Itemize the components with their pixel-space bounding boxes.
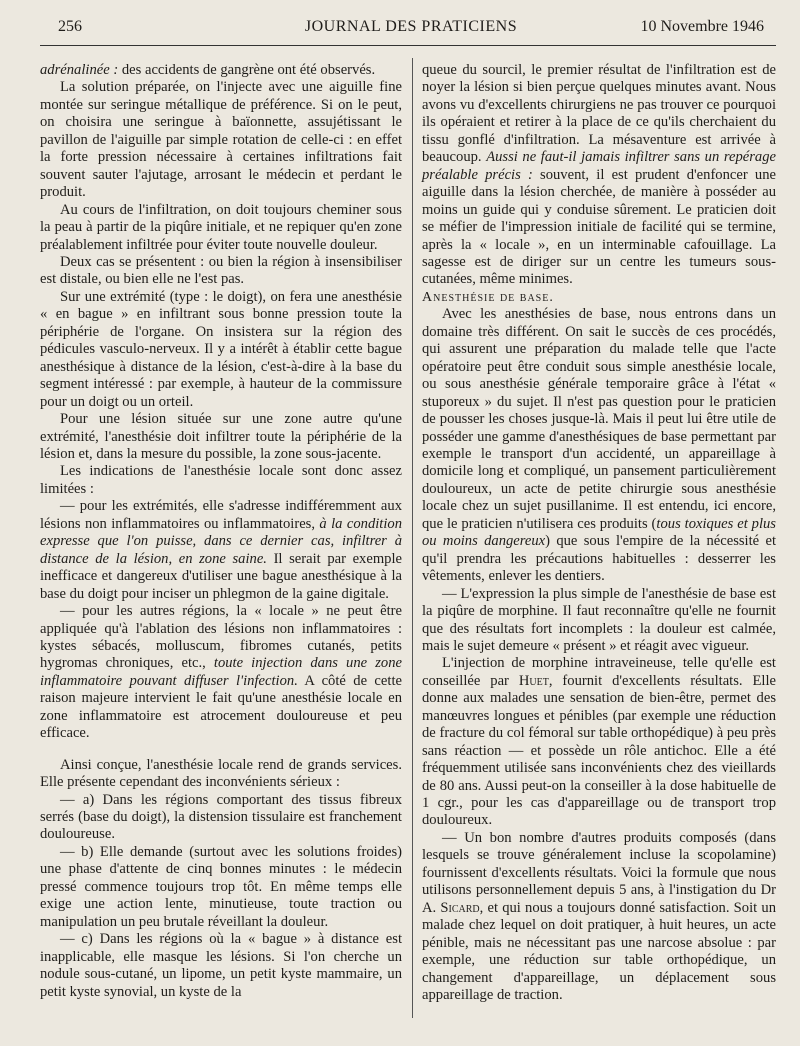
page-header <box>58 14 764 42</box>
paragraph: — Un bon nombre d'autres produits composés (dans lesquels se trouve généralement incluse la scopolamine) fournissent d'excellents résultats. Voici la formule que nous utilisons personnellement depuis 5 ans, à l'instigation du Dr A. Sicard, et qui nous a toujours donné satisfaction. Soit un malade chez lequel on doit pratiquer, à huit heures, un acte pénible, mais ne nécessitant pas une narcose absolue : par exemple, une réduction sur table orthopédique, un changement d'appareillage, un déplacement sous appareillage de traction. <box>422 829 776 1004</box>
column-divider <box>412 58 413 1018</box>
paragraph: Ainsi conçue, l'anesthésie locale rend de grands services. Elle présente cependant des inconvénients sérieux : <box>40 756 402 791</box>
paragraph: — a) Dans les régions comportant des tissus fibreux serrés (base du doigt), la distension tissulaire est franchement douloureuse. <box>40 791 402 843</box>
paragraph: Au cours de l'infiltration, on doit toujours cheminer sous la peau à partir de la piqûre initiale, et ne repiquer qu'en zone préalablement infiltrée pour éviter toute nouvelle douleur. <box>40 201 402 253</box>
page-number: 256 <box>58 18 82 35</box>
paragraph: queue du sourcil, le premier résultat de l'infiltration est de noyer la lésion si bien perçue quelques minutes avant. Nous avons vu d'excellents chirurgiens ne pas trouver ce pourquoi ils opéraient et retirer à la place de ce qu'ils cherchaient du tissu gonflé d'infiltration. La mésaventure est arrivée à beaucoup. Aussi ne faut-il jamais infiltrer sans un repérage préalable précis : souvent, il est prudent d'enfoncer une aiguille dans la lésion cherchée, de manière à posséder au moins un guide qui y conduise sûrement. Le praticien doit se méfier de l'impression initiale de facilité qui se termine, après la « locale », en un interminable cafouillage. La sagesse est de diriger sur un centre les tumeurs sous-cutanées, même minimes. <box>422 62 776 288</box>
paragraph: Pour une lésion située sur une zone autre qu'une extrémité, l'anesthésie doit infiltrer toute la périphérie de la lésion et, dans la mesure du possible, la zone sous-jacente. <box>40 411 402 462</box>
paragraph: — c) Dans les régions où la « bague » à distance est inapplicable, elle masque les lésions. Si l'on cherche un nodule sous-cutané, un lipome, un petit kyste mammaire, un petit kyste synovial, un kyste de la <box>40 931 402 1000</box>
header-rule <box>40 45 776 46</box>
paragraph: L'injection de morphine intraveineuse, telle qu'elle est conseillée par Huet, fournit d'excellents résultats. Elle donne aux malades une sensation de bien-être, permet des manœuvres longues et pénibles (par exemple une réduction de fracture du col fémoral sur table orthopédique) à peu près sans réaction — et possède un rôle antichoc. Elle a été fréquemment utilisée sans inconvénients chez des vieillards de 80 ans. Aussi peut-on la conseiller à la dose habituelle de 1 cgr., pour les cas d'appareillage ou de transport trop douloureux. <box>422 655 776 829</box>
paragraph: La solution préparée, on l'injecte avec une aiguille fine montée sur seringue métallique de préférence. Si on le peut, on choisira une seringue à baïonnette, assujétissant le pavillon de l'aiguille par simple rotation de celle-ci : en effet la forte pression nécessaire à certaines infiltrations fait souvent sauter l'ajutage, arrosant le médecin et perdant le produit. <box>40 79 402 201</box>
journal-title: JOURNAL DES PRATICIENS <box>304 18 518 35</box>
paragraph: Les indications de l'anesthésie locale sont donc assez limitées : <box>40 463 402 497</box>
paragraph: Avec les anesthésies de base, nous entrons dans un domaine très différent. On sait le succès de ces procédés, qui assurent une préparation du malade telle que l'acte opératoire peut être conduit sous simple anesthésie locale, ou sous anesthésie générale temporaire grâce à l'état « stuporeux » du sujet. Il n'est pas question pour le praticien de pousser les choses jusque-là. Mais il peut lui être utile de posséder une gamme d'anesthésiques de base permettant par exemple le transport d'un accidenté, un appareillage à domicile long et compliqué, un pansement particulièrement douloureux, un acte de petite chirurgie sous anesthésie locale chez un sujet pusillanime. Il est entendu, ici encore, que le praticien n'utilisera ces produits (tous toxiques et plus ou moins dangereux) que sous l'empire de la nécessité et qu'il prendra les précautions habituelles : desserrer les vêtements, enlever les dentiers. <box>422 306 776 585</box>
paragraph: Sur une extrémité (type : le doigt), on fera une anesthésie « en bague » en infiltrant sous bonne pression toute la périphérie de l'organe. On insistera sur la région des pédicules vasculo-nerveux. Il y a intérêt à établir cette bague anesthésique à distance de la lésion, c'est-à-dire à la base du segment intéressé : par exemple, à hauteur de la commissure pour un doigt ou un orteil. <box>40 288 402 410</box>
section-title: Anesthésie de base. <box>422 289 554 305</box>
paragraph: — pour les extrémités, elle s'adresse indifféremment aux lésions non inflammatoires ou inflammatoires, à la condition expresse que l'on puisse, dans ce dernier cas, infiltrer à distance de la lésion, en zone saine. Il serait par exemple inefficace et dangereux d'utiliser une bague anesthésique à la base du doigt pour inciser un phlegmon de la gaine digitale. <box>40 498 402 602</box>
paragraph: — b) Elle demande (surtout avec les solutions froides) une phase d'attente de cinq bonnes minutes : le médecin pressé commence toujours trop tôt. En même temps elle exige une action lente, minutieuse, toute traction ou manipulation un peu brutale réveillant la douleur. <box>40 843 402 930</box>
paragraph: adrénalinée : des accidents de gangrène ont été observés. <box>40 62 376 78</box>
paragraph: — L'expression la plus simple de l'anesthésie de base est la piqûre de morphine. Il faut reconnaître qu'elle ne fournit que des résultats fort incomplets : la douleur est calmée, mais le sujet demeure « présent » et réagit avec vigueur. <box>422 585 776 654</box>
issue-date: 10 Novembre 1946 <box>640 18 764 35</box>
left-column <box>40 62 402 1001</box>
right-column <box>422 62 776 1004</box>
paragraph: — pour les autres régions, la « locale » ne peut être appliquée qu'à l'ablation des lésions non inflammatoires : kystes sébacés, molluscum, fibromes cutanés, petits hygromas chroniques, etc., toute injection dans une zone inflammatoire pouvant diffuser l'infection. A côté de cette raison majeure intervient le fait qu'une anesthésie locale en zone inflammatoire est atrocement douloureuse et peu efficace. <box>40 603 402 742</box>
paragraph: Deux cas se présentent : ou bien la région à insensibiliser est distale, ou bien elle ne l'est pas. <box>40 253 402 288</box>
